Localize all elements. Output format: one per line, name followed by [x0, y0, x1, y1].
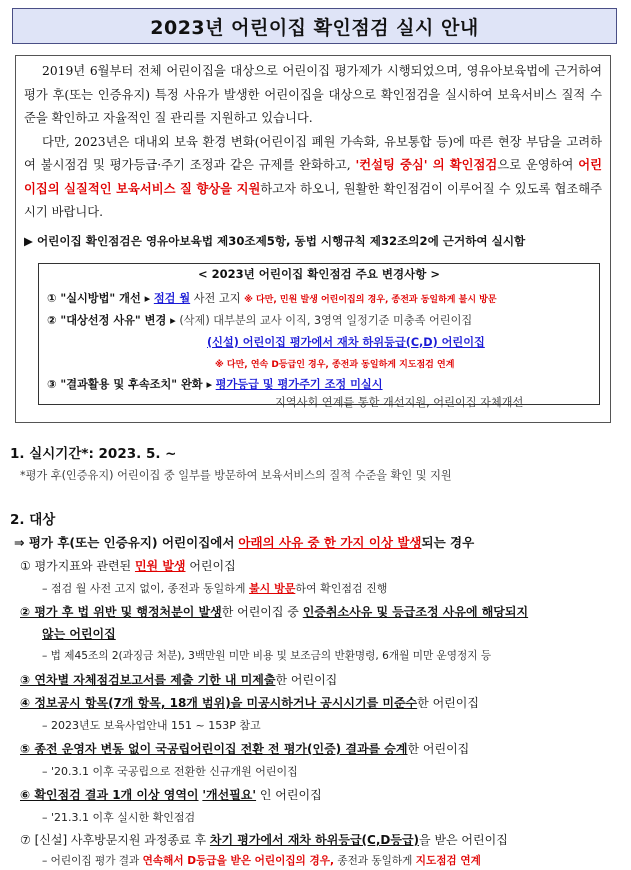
intro-p2-text-a: 다만, 2023년은 대내외 보육 환경 변화(어린이집 폐원 가속화, 유보통합 등)에 따른 현장 부담을 고려하여 불시점검 및 평가등급·주기 조정과 같은 규제를 완화하고, [24, 134, 602, 172]
item-2-cont [42, 625, 116, 642]
change-1-label: ① "실시방법" 개선 ▸ [47, 291, 151, 305]
item-4-sub: – 2023년도 보육사업안내 151 ~ 153P 참고 [42, 719, 261, 732]
legal-basis: ▶ 어린이집 확인점검은 영유아보육법 제30조제5항, 동법 시행규칙 제32조의2에 근거하여 실시함 [24, 233, 526, 248]
item-1-highlight: 민원 발생 [134, 559, 186, 573]
item-7-sub-highlight-2: 지도점검 연계 [415, 855, 481, 867]
item-1-sub-a: – 점검 월 사전 고지 없이, 종전과 동일하게 [42, 582, 246, 595]
item-7-text-a: ⑦ [신설] 사후방문지원 과정종료 후 [20, 833, 207, 847]
change-2-text: (삭제) 대부분의 교사 이직, 3영역 일정기준 미충족 어린이집 [179, 313, 473, 327]
item-5-text-a: ⑤ 종전 운영자 변동 없이 국공립어린이집 전환 전 평가(인증) 결과를 승계 [20, 742, 408, 756]
intro-p2-text-b: 으로 운영하여 [497, 158, 574, 172]
item-1-text-c: 어린이집 [189, 559, 236, 573]
page-title: 2023년 어린이집 확인점검 실시 안내 [12, 8, 617, 44]
item-6 [20, 786, 322, 803]
intro-paragraph-2 [24, 131, 602, 225]
section-2-heading: 2. 대상 [10, 512, 56, 528]
item-6-highlight: '개선필요' [202, 788, 257, 802]
intro-p2-highlight-1: '컨설팅 중심' 의 확인점검 [355, 158, 498, 172]
item-3-text-a: ③ 연차별 자체점검보고서를 제출 기한 내 미제출 [20, 673, 276, 687]
item-4-text-a: ④ 정보공시 항목(7개 항목, 18개 범위)을 미공시하거나 공시시기를 미준수 [20, 696, 418, 710]
lead-highlight: 아래의 사유 중 한 가지 이상 발생 [238, 535, 422, 550]
change-2-label: ② "대상선정 사유" 변경 ▸ [47, 313, 176, 327]
change-row-3 [47, 376, 383, 392]
item-4-text-b: 한 어린이집 [417, 696, 479, 710]
change-row-2 [47, 312, 472, 328]
lead-text-c: 되는 경우 [421, 535, 475, 550]
intro-p2-highlight-2: 어린이집의 실질적인 보육서비스 질 향상을 지원 [24, 158, 602, 196]
item-2-text-c: 인증취소사유 및 등급조정 사유에 해당되지 [302, 605, 529, 619]
change-3-highlight: 평가등급 및 평가주기 조정 미실시 [215, 377, 383, 391]
item-1-sub [42, 580, 387, 596]
change-row-2c [215, 357, 454, 370]
item-2 [20, 603, 528, 620]
item-7-sub-a: – 어린이집 평가 결과 [42, 855, 140, 867]
item-1 [20, 557, 236, 574]
item-5-sub: – '20.3.1 이후 국공립으로 전환한 신규개원 어린이집 [42, 765, 298, 778]
lead-text-a: ⇒ 평가 후(또는 인증유지) 어린이집에서 [14, 535, 235, 550]
item-7 [20, 831, 508, 848]
intro-box [15, 55, 611, 423]
item-2-text-b: 한 어린이집 중 [221, 605, 299, 619]
item-4 [20, 694, 479, 711]
change-1-text: 사전 고지 [193, 291, 241, 305]
item-1-text-a: ① 평가지표와 관련된 [20, 559, 132, 573]
change-1-note: ※ 다만, 민원 발생 어린이집의 경우, 종전과 동일하게 불시 방문 [244, 294, 497, 305]
item-6-text-c: 인 어린이집 [259, 788, 322, 802]
intro-p2-text-c: 하고자 하오니, 원활한 확인점검이 이루어질 수 있도록 협조해주시기 바랍니다. [24, 181, 602, 219]
change-2-highlight: (신설) 어린이집 평가에서 재차 하위등급(C,D) 어린이집 [207, 335, 485, 349]
change-1-highlight: 점검 월 [153, 291, 191, 305]
change-3-text: 지역사회 연계를 통한 개선지원, 어린이집 자체개선 [275, 395, 524, 409]
change-row-2b [207, 334, 485, 350]
section-2-lead [14, 533, 474, 551]
section-1-heading: 1. 실시기간*: 2023. 5. ~ [10, 446, 177, 462]
item-7-sub [42, 853, 481, 868]
item-1-sub-highlight: 불시 방문 [249, 582, 296, 595]
item-7-sub-c: 종전과 동일하게 [337, 855, 413, 867]
change-2-note: ※ 다만, 연속 D등급인 경우, 종전과 동일하게 지도점검 연계 [215, 359, 455, 370]
change-row-1 [47, 290, 497, 306]
item-2-text-a: ② 평가 후 법 위반 및 행정처분이 발생 [20, 605, 222, 619]
item-3-text-b: 한 어린이집 [275, 673, 338, 687]
changes-box [38, 263, 600, 409]
item-2-text-d: 않는 어린이집 [42, 627, 116, 641]
item-5 [20, 740, 469, 757]
changes-title: < 2023년 어린이집 확인점검 주요 변경사항 > [198, 266, 440, 281]
item-2-sub: – 법 제45조의 2(과징금 처분), 3백만원 미만 비용 및 보조금의 반환명령, 6개월 미만 운영정지 등 [42, 650, 492, 662]
intro-paragraph-1: 2019년 6월부터 전체 어린이집을 대상으로 어린이집 평가제가 시행되었으며, 영유아보육법에 근거하여 평가 후(또는 인증유지) 특정 사유가 발생한 어린이집을 대상으로 확인점검을 실시하여 보육서비스 질적 수준을 확인하고 자율적인 질 관리를 지원하고 있습니다. [24, 64, 602, 125]
item-3 [20, 671, 337, 688]
item-7-text-c: 을 받은 어린이집 [419, 833, 508, 847]
item-7-highlight: 차기 평가에서 재차 하위등급(C,D등급) [209, 833, 420, 847]
change-3-label: ③ "결과활용 및 후속조치" 완화 ▸ [47, 377, 213, 391]
item-1-sub-c: 하여 확인점검 진행 [295, 582, 388, 595]
change-row-3b [275, 394, 523, 410]
item-7-sub-highlight-1: 연속해서 D등급을 받은 어린이집의 경우, [142, 855, 334, 867]
section-1-note: *평가 후(인증유지) 어린이집 중 일부를 방문하여 보육서비스의 질적 수준을 확인 및 지원 [20, 469, 452, 482]
item-5-text-b: 한 어린이집 [407, 742, 470, 756]
item-6-text-a: ⑥ 확인점검 결과 1개 이상 영역이 [20, 788, 199, 802]
item-6-sub: – '21.3.1 이후 실시한 확인점검 [42, 811, 196, 824]
